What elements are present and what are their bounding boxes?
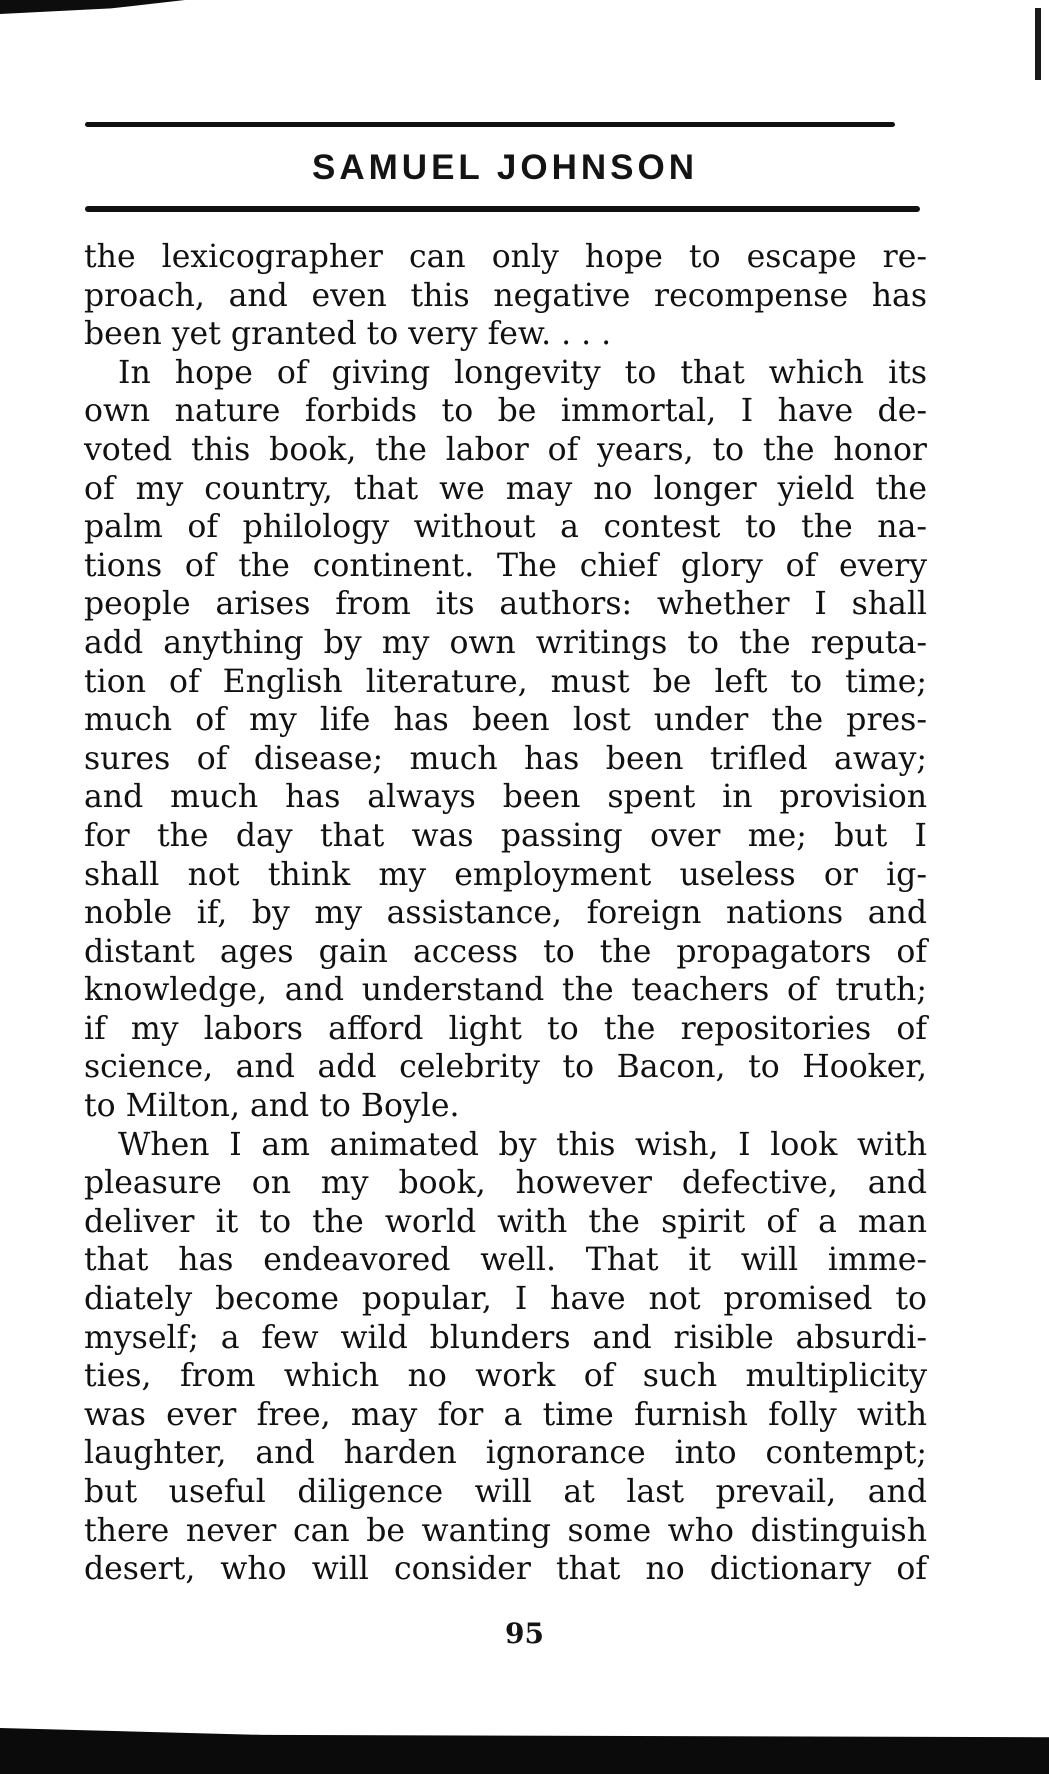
header-rule-top xyxy=(85,122,895,127)
text-line: there never can be wanting some who distinguish xyxy=(84,1512,927,1549)
text-line: add anything by my own writings to the reputa- xyxy=(84,624,927,661)
text-line: been yet granted to very few. . . . xyxy=(84,316,612,353)
header-rule-bottom xyxy=(85,206,920,212)
text-line: that has endeavored well. That it will imme- xyxy=(84,1242,927,1279)
scan-edge-top-right xyxy=(1035,8,1041,80)
text-line: laughter, and harden ignorance into contempt; xyxy=(84,1435,927,1472)
text-line: tions of the continent. The chief glory of every xyxy=(84,547,927,584)
text-line: proach, and even this negative recompense has xyxy=(84,277,927,314)
text-line: noble if, by my assistance, foreign nations and xyxy=(84,895,927,932)
text-line: diately become popular, I have not promised to xyxy=(84,1281,927,1318)
body-text xyxy=(84,238,927,1589)
text-line: When I am animated by this wish, I look with xyxy=(118,1126,927,1163)
text-line: if my labors afford light to the repositories of xyxy=(84,1010,927,1047)
page-number: 95 xyxy=(505,1617,544,1650)
text-line: was ever free, may for a time furnish folly with xyxy=(84,1396,927,1433)
text-line: desert, who will consider that no dictionary of xyxy=(84,1551,927,1588)
text-line: tion of English literature, must be left to time; xyxy=(84,663,927,700)
text-line: of my country, that we may no longer yield the xyxy=(84,470,927,507)
text-line: for the day that was passing over me; but I xyxy=(84,817,927,854)
text-line: knowledge, and understand the teachers of truth; xyxy=(84,972,927,1009)
scan-edge-top-left xyxy=(0,0,185,14)
text-line: ties, from which no work of such multiplicity xyxy=(84,1358,927,1395)
text-line: shall not think my employment useless or ig- xyxy=(84,856,927,893)
text-line: and much has always been spent in provision xyxy=(84,779,927,816)
text-line: deliver it to the world with the spirit of a man xyxy=(84,1203,927,1240)
scan-edge-bottom xyxy=(0,1728,1049,1774)
text-line: the lexicographer can only hope to escape re- xyxy=(84,239,927,275)
text-line: myself; a few wild blunders and risible absurdi- xyxy=(84,1319,927,1356)
text-line: but useful diligence will at last prevail, and xyxy=(84,1474,927,1510)
text-line: to Milton, and to Boyle. xyxy=(84,1088,460,1125)
text-line: palm of philology without a contest to the na- xyxy=(84,509,927,546)
text-line: pleasure on my book, however defective, and xyxy=(84,1165,927,1202)
text-line: sures of disease; much has been trifled away; xyxy=(84,740,927,777)
text-line: people arises from its authors: whether I shall xyxy=(84,586,927,623)
text-line: distant ages gain access to the propagators of xyxy=(84,933,927,970)
running-head-title: SAMUEL JOHNSON xyxy=(312,148,698,187)
text-line: own nature forbids to be immortal, I have de- xyxy=(84,393,927,430)
text-line: In hope of giving longevity to that which its xyxy=(118,354,927,391)
text-line: voted this book, the labor of years, to the honor xyxy=(84,431,927,468)
text-line: much of my life has been lost under the pres- xyxy=(84,702,927,739)
text-line: science, and add celebrity to Bacon, to Hooker, xyxy=(84,1049,927,1086)
